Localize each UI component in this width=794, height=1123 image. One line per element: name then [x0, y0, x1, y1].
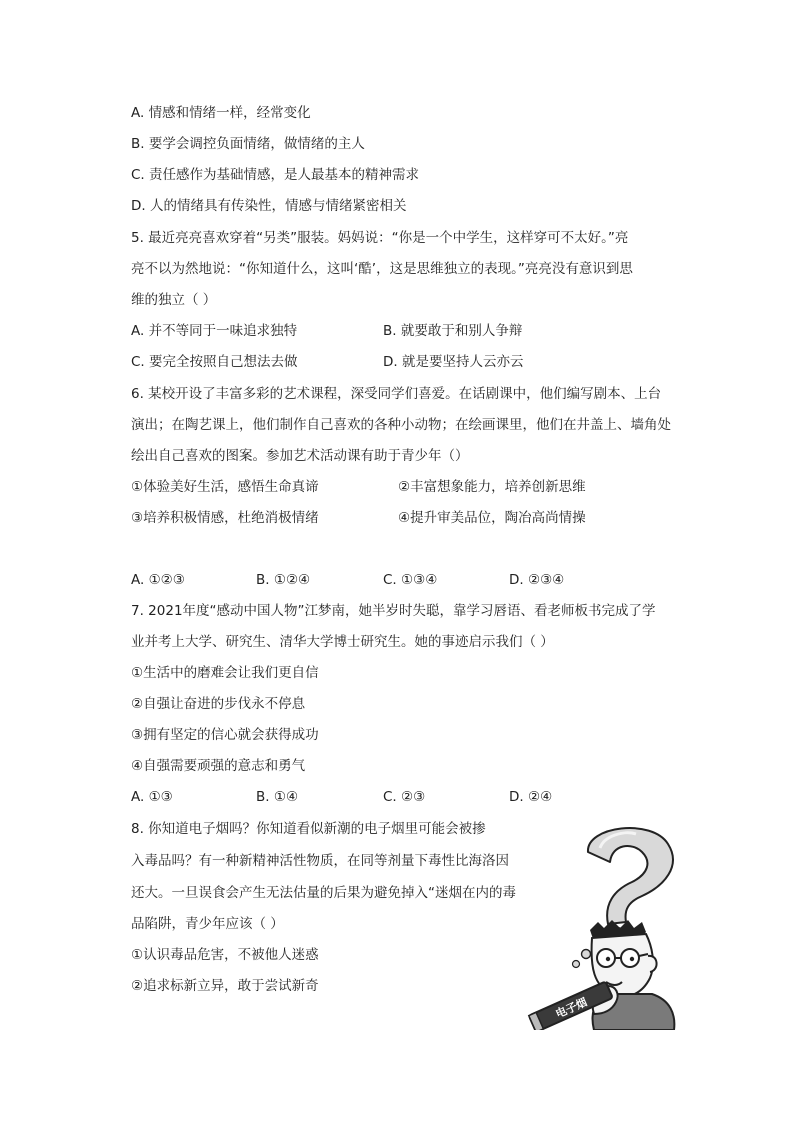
q5-option-b: B. 就要敢于和别人争辩 — [383, 323, 523, 339]
q6-statement-4: ④提升审美品位，陶冶高尚情操 — [398, 510, 586, 526]
q6-option-d: D. ②③④ — [509, 572, 565, 588]
q5-stem-line-3: 维的独立（ ） — [131, 292, 217, 308]
q5-option-c: C. 要完全按照自己想法去做 — [131, 354, 298, 370]
e-cigarette-cartoon-image — [524, 818, 696, 1030]
q6-option-a: A. ①②③ — [131, 572, 185, 588]
q8-stem-line-2: 入毒品吗？有一种新精神活性物质，在同等剂量下毒性比海洛因 — [131, 853, 509, 869]
q6-statement-2: ②丰富想象能力，培养创新思维 — [398, 479, 586, 495]
q6-stem-line-3: 绘出自己喜欢的图案。参加艺术活动课有助于青少年（） — [131, 448, 469, 464]
q4-option-a: A. 情感和情绪一样，经常变化 — [131, 105, 311, 121]
q6-stem-line-2: 演出；在陶艺课上，他们制作自己喜欢的各种小动物；在绘画课里，他们在井盖上、墙角处 — [131, 417, 671, 433]
q7-option-c: C. ②③ — [383, 789, 426, 805]
q7-stem-line-1: 7. 2021年度“感动中国人物”江梦南，她半岁时失聪，靠学习唇语、看老师板书完成了学 — [131, 603, 656, 619]
q4-option-b: B. 要学会调控负面情绪，做情绪的主人 — [131, 136, 365, 152]
q4-option-c: C. 责任感作为基础情感，是人最基本的精神需求 — [131, 167, 420, 183]
q6-stem-line-1: 6. 某校开设了丰富多彩的艺术课程，深受同学们喜爱。在话剧课中，他们编写剧本、上台 — [131, 386, 662, 402]
q7-statement-1: ①生活中的磨难会让我们更自信 — [131, 665, 319, 681]
q5-option-a: A. 并不等同于一味追求独特 — [131, 323, 298, 339]
q7-statement-4: ④自强需要顽强的意志和勇气 — [131, 758, 306, 774]
q6-option-b: B. ①②④ — [256, 572, 311, 588]
q5-option-d: D. 就是要坚持人云亦云 — [383, 354, 524, 370]
q8-statement-1: ①认识毒品危害，不被他人迷惑 — [131, 947, 319, 963]
q7-statement-2: ②自强让奋进的步伐永不停息 — [131, 696, 306, 712]
q6-statement-1: ①体验美好生活，感悟生命真谛 — [131, 479, 319, 495]
q8-stem-line-3: 还大。一旦误食会产生无法估量的后果为避免掉入“迷烟在内的毒 — [131, 885, 516, 901]
q6-statement-3: ③培养积极情感，杜绝消极情绪 — [131, 510, 319, 526]
q7-option-b: B. ①④ — [256, 789, 299, 805]
q6-option-c: C. ①③④ — [383, 572, 438, 588]
q8-stem-line-1: 8. 你知道电子烟吗？你知道看似新潮的电子烟里可能会被掺 — [131, 821, 486, 837]
q7-stem-line-2: 业并考上大学、研究生、清华大学博士研究生。她的事迹启示我们（ ） — [131, 634, 554, 650]
q4-option-d: D. 人的情绪具有传染性，情感与情绪紧密相关 — [131, 198, 407, 214]
q5-stem-line-2: 亮不以为然地说：“你知道什么，这叫‘酷’，这是思维独立的表现。”亮亮没有意识到思 — [131, 261, 633, 277]
q7-statement-3: ③拥有坚定的信心就会获得成功 — [131, 727, 319, 743]
q7-option-d: D. ②④ — [509, 789, 553, 805]
q5-stem-line-1: 5. 最近亮亮喜欢穿着“另类”服装。妈妈说：“你是一个中学生，这样穿可不太好。”亮 — [131, 230, 629, 246]
q7-option-a: A. ①③ — [131, 789, 173, 805]
e-cigarette-label: 电子烟 — [553, 995, 590, 1021]
q8-statement-2: ②追求标新立异，敢于尝试新奇 — [131, 978, 319, 994]
q8-stem-line-4: 品陷阱，青少年应该（ ） — [131, 916, 284, 932]
